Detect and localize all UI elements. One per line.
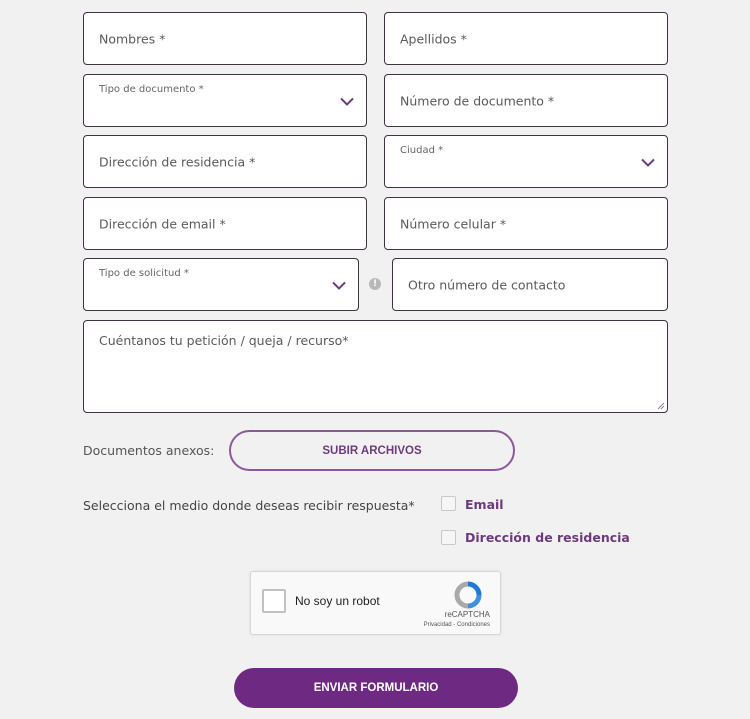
chevron-down-icon — [332, 281, 346, 290]
apellidos-placeholder: Apellidos * — [400, 31, 467, 46]
recaptcha-logo-icon — [454, 581, 482, 609]
email-option-label[interactable]: Email — [465, 497, 504, 512]
direccion-checkbox[interactable] — [441, 530, 456, 545]
email-checkbox[interactable] — [441, 496, 456, 511]
resize-handle-icon[interactable] — [657, 402, 665, 410]
celular-input[interactable] — [384, 197, 668, 250]
ciudad-label: Ciudad * — [400, 145, 444, 156]
otro-contacto-placeholder: Otro número de contacto — [408, 277, 566, 292]
chevron-down-icon — [641, 158, 655, 167]
recaptcha-checkbox[interactable] — [262, 589, 286, 613]
direccion-option-label[interactable]: Dirección de residencia — [465, 530, 630, 545]
recaptcha-brand: reCAPTCHA — [444, 610, 490, 619]
response-medium-label: Selecciona el medio donde deseas recibir respuesta* — [83, 498, 415, 513]
celular-placeholder: Número celular * — [400, 216, 507, 231]
numero-documento-placeholder: Número de documento * — [400, 93, 555, 108]
tipo-documento-select[interactable] — [83, 74, 367, 127]
recaptcha-terms-link[interactable]: Privacidad - Condiciones — [423, 622, 490, 628]
otro-contacto-input[interactable] — [392, 258, 668, 311]
tipo-solicitud-label: Tipo de solicitud * — [99, 268, 189, 279]
submit-form-button[interactable]: ENVIAR FORMULARIO — [234, 668, 518, 708]
upload-files-button[interactable]: SUBIR ARCHIVOS — [229, 430, 515, 471]
peticion-textarea[interactable] — [83, 320, 668, 413]
ciudad-select[interactable] — [384, 135, 668, 188]
recaptcha-widget — [250, 571, 501, 635]
direccion-residencia-input[interactable] — [83, 135, 367, 188]
peticion-placeholder: Cuéntanos tu petición / queja / recurso* — [99, 333, 349, 348]
chevron-down-icon — [340, 97, 354, 106]
numero-documento-input[interactable] — [384, 74, 668, 127]
direccion-residencia-placeholder: Dirección de residencia * — [99, 154, 256, 169]
nombres-placeholder: Nombres * — [99, 31, 166, 46]
tipo-documento-label: Tipo de documento * — [99, 84, 204, 95]
tipo-solicitud-select[interactable] — [83, 258, 359, 311]
email-placeholder: Dirección de email * — [99, 216, 226, 231]
nombres-input[interactable] — [83, 12, 367, 65]
info-icon[interactable]: ! — [369, 278, 381, 290]
apellidos-input[interactable] — [384, 12, 668, 65]
recaptcha-label: No soy un robot — [295, 594, 380, 608]
email-input[interactable] — [83, 197, 367, 250]
attachments-label: Documentos anexos: — [83, 443, 215, 458]
